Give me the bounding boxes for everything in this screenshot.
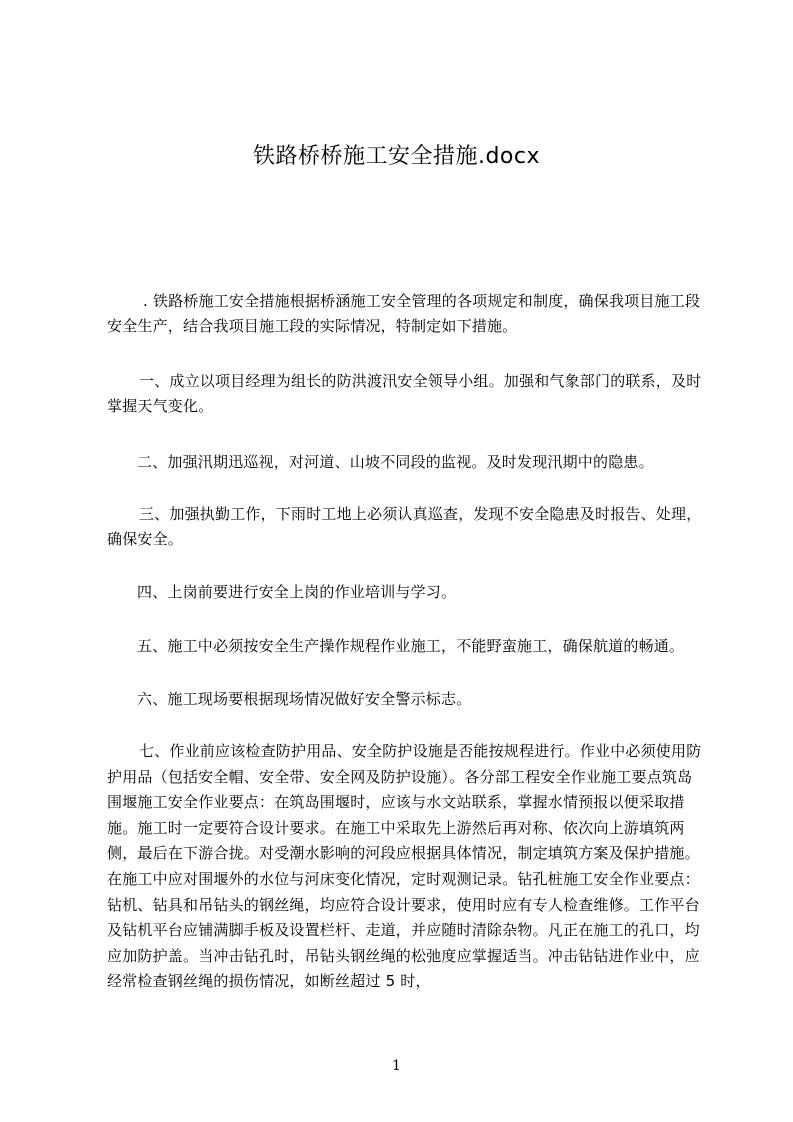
- document-title: 铁路桥桥施工安全措施.docx: [252, 144, 541, 169]
- paragraph-item-2: 二、加强汛期迅巡视，对河道、山坡不同段的监视。及时发现汛期中的隐患。: [137, 453, 654, 471]
- paragraph-item-4: 四、上岗前要进行安全上岗的作业培训与学习。: [137, 583, 457, 601]
- paragraph-item-6: 六、施工现场要根据现场情况做好安全警示标志。: [137, 690, 472, 708]
- paragraph-item-7: 七、作业前应该检查防护用品、安全防护设施是否能按规程进行。作业中必须使用防护用品（包括安全帽、安全带、安全网及防护设施）。各分部工程安全作业施工要点筑岛围堰施工安全作业要点：在筑岛围堰时，应该与水文站联系，掌握水情预报以便采取措施。施工时一定要符合设计要求。在施工中采取先上游然后再对称、依次向上游填筑两侧，最后在下游合拢。对受潮水影响的河段应根据具体情况，制定填筑方案及保护措施。在施工中应对围堰外的水位与河床变化情况，定时观测记录。钻孔桩施工安全作业要点：钻机、钻具和吊钻头的钢丝绳，均应符合设计要求，使用时应有专人检查维修。工作平台及钻机平台应铺满脚手板及设置栏杆、走道，并应随时清除杂物。凡正在施工的孔口，均应加防护盖。当冲击钻孔时，吊钻头钢丝绳的松弛度应掌握适当。冲击钻钻进作业中，应经常检查钢丝绳的损伤情况，如断丝超过 5 时，: [107, 742, 702, 991]
- paragraph-item-1: 一、成立以项目经理为组长的防洪渡汛安全领导小组。加强和气象部门的联系，及时掌握天气变化。: [107, 372, 702, 415]
- paragraph-item-5: 五、施工中必须按安全生产操作规程作业施工，不能野蛮施工，确保航道的畅通。: [137, 637, 685, 655]
- paragraph-item-3: 三、加强执勤工作，下雨时工地上必须认真巡查，发现不安全隐患及时报告、处理，确保安全。: [107, 505, 702, 548]
- paragraph-intro: . 铁路桥施工安全措施根据桥涵施工安全管理的各项规定和制度，确保我项目施工段安全生产，结合我项目施工段的实际情况，特制定如下措施。: [107, 292, 701, 335]
- page-number: 1: [392, 1058, 401, 1074]
